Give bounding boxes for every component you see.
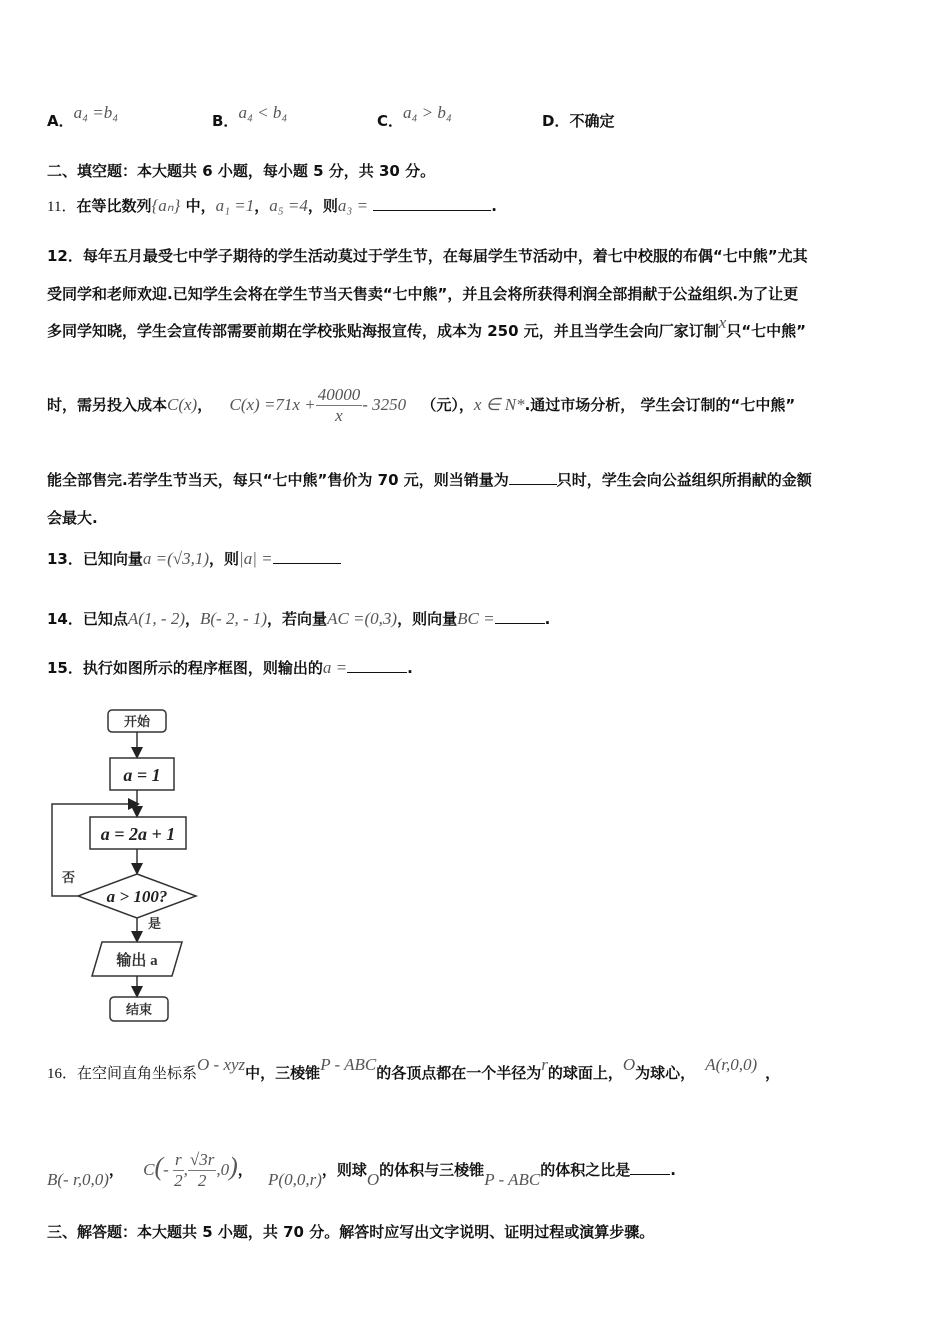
question-11: 11．在等比数列{aₙ} 中，a₁ =1，a₅ =4，则a₃ = .	[47, 196, 497, 215]
question-12-line-1: 12．每年五月最受七中学子期待的学生活动莫过于学生节，在每届学生节活动中，着七中校服的布偶“七中熊”尤其	[47, 247, 808, 265]
question-12-line-2: 受同学和老师欢迎.已知学生会将在学生节当天售卖“七中熊”，并且会将所获得利润全部捐献于公益组织.为了让更	[47, 285, 799, 303]
condition-label: a > 100?	[106, 887, 168, 906]
answer-blank[interactable]	[495, 609, 545, 624]
question-16-line-1: 16．在空间直角坐标系O - xyz中，三棱锥P - ABC的各顶点都在一个半径为r的球面上，O为球心， A(r,0,0) ，	[47, 1055, 781, 1082]
answer-blank[interactable]	[273, 549, 341, 564]
option-b: B．a₄ < b₄	[212, 103, 288, 130]
update-label: a = 2a + 1	[100, 824, 176, 844]
question-16-line-2: B(- r,0,0)， C(- $\frac{r}{2}$ , $\frac{√3r}{2}$ ,0)， P(0,0,r)，则球O的体积与三棱锥P - ABC的体积之比是 .	[47, 1150, 676, 1190]
fraction: $\frac{40000}{x}$	[317, 385, 361, 425]
question-12-line-4: 时，需另投入成本C(x)， C(x) =71x + $\frac{40000}{x}$ - 3250 （元），x ∈ N*.通过市场分析， 学生会订制的“七中熊”	[47, 385, 796, 425]
answer-blank[interactable]	[630, 1160, 670, 1175]
question-12-line-6: 会最大.	[47, 509, 98, 527]
init-label: a = 1	[123, 765, 161, 785]
question-13: 13．已知向量a =(√3,1)，则|a| =	[47, 548, 341, 569]
yes-label: 是	[148, 916, 162, 931]
section-3-heading: 三、解答题：本大题共 5 小题，共 70 分。解答时应写出文字说明、证明过程或演算步骤。	[47, 1223, 655, 1241]
option-a: A．a₄ =b₄	[47, 103, 119, 130]
question-12-line-3: 多同学知晓，学生会宣传部需要前期在学校张贴海报宣传，成本为 250 元，并且当学生会向厂家订制x只“七中熊”	[47, 313, 807, 340]
answer-blank[interactable]	[347, 658, 407, 673]
no-label: 否	[62, 870, 76, 885]
flowchart	[40, 700, 220, 1030]
option-d: D．不确定	[542, 112, 615, 130]
answer-blank[interactable]	[509, 470, 557, 485]
end-label: 结束	[125, 1002, 153, 1017]
answer-blank[interactable]	[373, 196, 491, 211]
question-15: 15．执行如图所示的程序框图，则输出的a = .	[47, 658, 413, 677]
option-c: C．a₄ > b₄	[377, 103, 452, 130]
question-14: 14．已知点A(1, - 2)，B(- 2, - 1)，若向量AC =(0,3)，则向量BC = .	[47, 609, 551, 628]
output-label: 输出 a	[116, 953, 158, 969]
question-12-line-5: 能全部售完.若学生节当天，每只“七中熊”售价为 70 元，则当销量为 只时，学生会向公益组织所捐献的金额	[47, 471, 812, 489]
start-label: 开始	[123, 714, 151, 729]
section-2-heading: 二、填空题：本大题共 6 小题，每小题 5 分，共 30 分。	[47, 162, 436, 180]
